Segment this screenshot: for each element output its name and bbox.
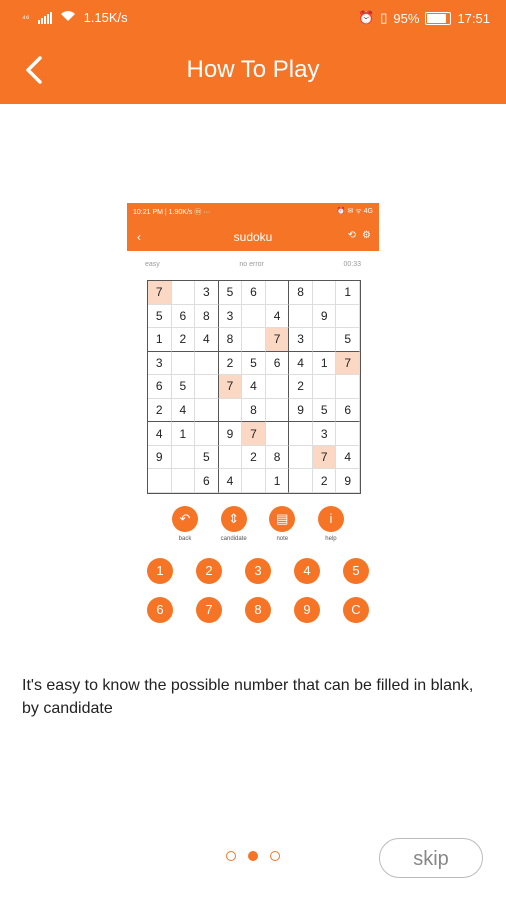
sudoku-cell: 7	[313, 446, 337, 470]
sudoku-cell: 5	[313, 399, 337, 423]
sudoku-cell: 5	[172, 375, 196, 399]
sudoku-cell: 7	[336, 352, 360, 376]
sudoku-cell: 8	[219, 328, 243, 352]
skip-button[interactable]: skip	[379, 838, 483, 878]
number-key: 6	[147, 597, 173, 623]
note-icon: ▤	[269, 506, 295, 532]
tutorial-preview-image	[127, 203, 379, 623]
sudoku-cell	[289, 422, 313, 446]
preview-tool-label: help	[325, 536, 337, 542]
app-header	[0, 0, 506, 104]
sudoku-cell: 4	[336, 446, 360, 470]
sudoku-cell: 4	[242, 375, 266, 399]
sudoku-cell: 2	[242, 446, 266, 470]
wifi-icon	[60, 10, 76, 25]
sudoku-cell: 5	[336, 328, 360, 352]
sudoku-cell: 2	[172, 328, 196, 352]
number-key: 5	[343, 558, 369, 584]
vibrate-icon: ▯	[380, 10, 388, 25]
sudoku-cell	[266, 399, 290, 423]
preview-tool-candidate	[214, 506, 254, 542]
sudoku-cell: 9	[336, 469, 360, 493]
sudoku-cell	[242, 469, 266, 493]
clock: 17:51	[457, 10, 490, 26]
battery-icon	[425, 12, 451, 25]
help-icon: i	[318, 506, 344, 532]
sudoku-cell: 7	[266, 328, 290, 352]
sudoku-cell: 6	[195, 469, 219, 493]
sudoku-cell: 3	[219, 305, 243, 329]
number-key: 9	[294, 597, 320, 623]
sudoku-cell: 4	[195, 328, 219, 352]
sudoku-cell	[242, 305, 266, 329]
sudoku-cell	[172, 446, 196, 470]
page-dot[interactable]	[248, 851, 258, 861]
page-title: How To Play	[186, 56, 320, 83]
sudoku-cell: 5	[195, 446, 219, 470]
sudoku-cell: 3	[313, 422, 337, 446]
preview-tool-back	[165, 506, 205, 542]
preview-title: sudoku	[233, 230, 273, 244]
sudoku-cell: 7	[219, 375, 243, 399]
sudoku-cell: 1	[336, 281, 360, 305]
sudoku-cell: 4	[148, 422, 172, 446]
sudoku-cell: 8	[195, 305, 219, 329]
preview-back-icon: ‹	[137, 230, 141, 244]
tutorial-description: It's easy to know the possible number that can be filled in blank, by candidate	[22, 677, 474, 717]
signal-icon	[38, 12, 52, 24]
error-label: no error	[239, 261, 264, 268]
preview-toolbar	[165, 506, 351, 542]
sudoku-cell: 6	[242, 281, 266, 305]
page-indicator	[226, 851, 280, 861]
sudoku-cell: 7	[242, 422, 266, 446]
sudoku-cell	[336, 305, 360, 329]
sudoku-cell	[219, 399, 243, 423]
page-dot[interactable]	[270, 851, 280, 861]
sudoku-cell: 1	[313, 352, 337, 376]
sudoku-cell: 8	[266, 446, 290, 470]
sudoku-cell	[313, 281, 337, 305]
sudoku-cell: 3	[289, 328, 313, 352]
preview-tool-label: back	[178, 536, 192, 542]
sudoku-cell	[289, 305, 313, 329]
alarm-icon: ⏰	[358, 10, 375, 25]
sudoku-cell: 6	[336, 399, 360, 423]
candidate-icon: ⇕	[221, 506, 247, 532]
sudoku-cell: 6	[172, 305, 196, 329]
number-key: 7	[196, 597, 222, 623]
sudoku-cell	[172, 352, 196, 376]
sudoku-cell: 8	[289, 281, 313, 305]
sudoku-cell: 4	[266, 305, 290, 329]
network-type: ⁴⁶	[22, 12, 30, 23]
preview-game-info	[145, 261, 361, 268]
sudoku-cell: 5	[242, 352, 266, 376]
sudoku-cell: 8	[242, 399, 266, 423]
sudoku-cell: 6	[266, 352, 290, 376]
sudoku-cell	[148, 469, 172, 493]
sudoku-cell	[242, 328, 266, 352]
sudoku-cell	[195, 375, 219, 399]
sudoku-cell	[336, 375, 360, 399]
sudoku-cell: 7	[148, 281, 172, 305]
sudoku-cell: 4	[172, 399, 196, 423]
sudoku-cell	[289, 469, 313, 493]
number-key: 3	[245, 558, 271, 584]
page-dot[interactable]	[226, 851, 236, 861]
sudoku-cell: 4	[219, 469, 243, 493]
preview-header	[127, 203, 379, 251]
sudoku-cell	[266, 422, 290, 446]
sudoku-cell	[289, 446, 313, 470]
sudoku-cell: 5	[148, 305, 172, 329]
sudoku-cell: 2	[148, 399, 172, 423]
number-key: 2	[196, 558, 222, 584]
number-key: C	[343, 597, 369, 623]
preview-tool-help	[311, 506, 351, 542]
preview-header-icons	[348, 230, 371, 241]
settings-icon: ⚙	[362, 230, 371, 241]
sudoku-cell	[195, 399, 219, 423]
number-key: 8	[245, 597, 271, 623]
sudoku-cell	[313, 328, 337, 352]
number-key: 1	[147, 558, 173, 584]
preview-tool-label: candidate	[220, 536, 247, 542]
sudoku-cell: 1	[148, 328, 172, 352]
sudoku-cell: 9	[148, 446, 172, 470]
sudoku-cell: 3	[148, 352, 172, 376]
sudoku-cell	[266, 375, 290, 399]
difficulty-label: easy	[145, 261, 160, 268]
status-bar	[0, 0, 506, 36]
sudoku-cell: 2	[219, 352, 243, 376]
sudoku-cell: 6	[148, 375, 172, 399]
sudoku-cell: 9	[289, 399, 313, 423]
sudoku-cell: 1	[266, 469, 290, 493]
battery-percent: 95%	[393, 10, 420, 26]
sudoku-cell: 1	[172, 422, 196, 446]
sudoku-cell	[266, 281, 290, 305]
number-key: 4	[294, 558, 320, 584]
sudoku-cell	[195, 422, 219, 446]
back-icon: ↶	[172, 506, 198, 532]
sudoku-cell	[172, 281, 196, 305]
sudoku-grid	[147, 280, 361, 494]
sudoku-cell: 4	[289, 352, 313, 376]
sudoku-cell: 3	[195, 281, 219, 305]
sudoku-cell: 2	[289, 375, 313, 399]
sudoku-cell	[313, 375, 337, 399]
number-pad-row-2	[147, 597, 369, 623]
sudoku-cell: 9	[219, 422, 243, 446]
sudoku-cell	[172, 469, 196, 493]
preview-status-left: 10:21 PM | 1.90K/s ⓜ ···	[133, 209, 211, 216]
timer-label: 00:33	[343, 261, 361, 268]
preview-tool-label: note	[276, 536, 289, 542]
sudoku-cell: 9	[313, 305, 337, 329]
sudoku-cell: 2	[313, 469, 337, 493]
sudoku-cell	[219, 446, 243, 470]
network-speed: 1.15K/s	[83, 10, 128, 25]
preview-tool-note	[262, 506, 302, 542]
sudoku-cell	[195, 352, 219, 376]
sudoku-cell	[336, 422, 360, 446]
preview-status-right: ⏰ ✉ ᯤ 4G	[336, 208, 373, 215]
sudoku-cell: 5	[219, 281, 243, 305]
number-pad-row-1	[147, 558, 369, 584]
refresh-icon: ⟲	[347, 230, 357, 241]
